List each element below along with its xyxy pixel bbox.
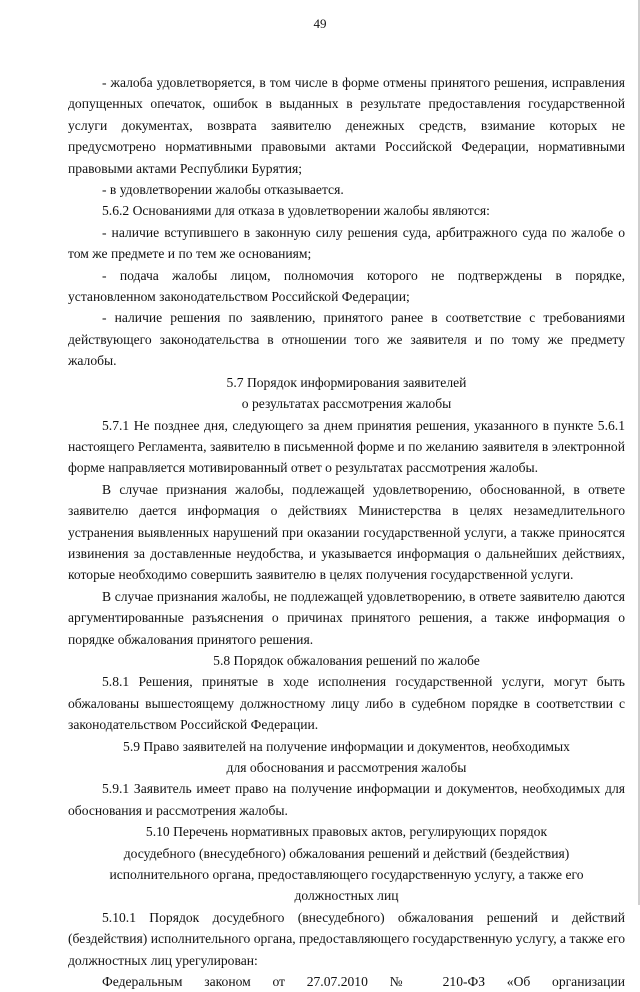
- paragraph-complaint-rejected: - в удовлетворении жалобы отказывается.: [102, 182, 344, 198]
- paragraph-complaint-justified: В случае признания жалобы, подлежащей удовлетворению, обоснованной, в ответе заявителю дается информация о действиях Министерства в целях незамедлительного устранения выявленных нарушений при оказании государственной услуги, а также приносятся извинения за доставленные неудобства, и указывается информация о дальнейших действиях, которые необходимо совершить заявителю в целях получения государственной услуги.: [68, 481, 625, 583]
- paragraph-5-10-1: 5.10.1 Порядок досудебного (внесудебного) обжалования решений и действий (бездействия) исполнительного органа, предоставляющего государственную услугу, а также его должностных лиц урегулирован:: [68, 909, 625, 968]
- paragraph-5-6-2: 5.6.2 Основаниями для отказа в удовлетворении жалобы являются:: [102, 203, 490, 219]
- heading-5-10-line4: должностных лиц: [294, 888, 399, 904]
- heading-5-9-line1: 5.9 Право заявителей на получение информации и документов, необходимых: [123, 738, 570, 754]
- paragraph-complaint-unjustified: В случае признания жалобы, не подлежащей удовлетворению, в ответе заявителю даются аргументированные разъяснения о причинах принятого решения, а также информация о порядке обжалования принятого решения.: [68, 588, 625, 647]
- paragraph-complaint-satisfied: - жалоба удовлетворяется, в том числе в форме отмены принятого решения, исправления допущенных опечаток, ошибок в выданных в результате предоставления государственной услуги документах, возврата заявителю денежных средств, взимание которых не предусмотрено нормативными правовыми актами Российской Федерации, нормативными правовыми актами Республики Бурятия;: [68, 75, 625, 176]
- page-number: 49: [313, 16, 327, 31]
- heading-5-9-line2: для обоснования и рассмотрения жалобы: [226, 760, 467, 775]
- heading-5-8: 5.8 Порядок обжалования решений по жалобе: [213, 652, 480, 668]
- paragraph-5-9-1: 5.9.1 Заявитель имеет право на получение информации и документов, необходимых для обоснования и рассмотрения жалобы.: [68, 781, 625, 818]
- heading-5-10-line3: исполнительного органа, предоставляющего государственную услугу, а также его: [109, 867, 584, 883]
- paragraph-court-decision: - наличие вступившего в законную силу решения суда, арбитражного суда по жалобе о том же предмете и по тем же основаниям;: [68, 224, 625, 262]
- paragraph-federal-law: Федеральным законом от 27.07.2010 № 210-ФЗ «Об организации: [102, 974, 625, 990]
- paragraph-5-8-1: 5.8.1 Решения, принятые в ходе исполнения государственной услуги, могут быть обжалованы вышестоящему должностному лицу либо в судебном порядке в соответствии с законодательством Российской Федерации.: [68, 674, 625, 733]
- paragraph-earlier-decision: - наличие решения по заявлению, принятого ранее в соответствие с требованиями действующего законодательства в отношении того же заявителя и по тому же предмету жалобы.: [68, 310, 625, 369]
- page-body: [68, 72, 625, 992]
- paragraph-5-7-1: 5.7.1 Не позднее дня, следующего за днем принятия решения, указанного в пункте 5.6.1 настоящего Регламента, заявителю в письменной форме и по желанию заявителя в электронной форме направляется мотивированный ответ о результатах рассмотрения жалобы.: [68, 417, 625, 476]
- heading-5-10-line2: досудебного (внесудебного) обжалования решений и действий (бездействия): [123, 845, 570, 861]
- heading-5-7-line1: 5.7 Порядок информирования заявителей: [226, 374, 467, 390]
- heading-5-10-line1: 5.10 Перечень нормативных правовых актов, регулирующих порядок: [145, 824, 548, 840]
- paragraph-unconfirmed-authority: - подача жалобы лицом, полномочия которого не подтверждены в порядке, установленном законодательством Российской Федерации;: [68, 267, 625, 305]
- heading-5-7-line2: о результатах рассмотрения жалобы: [241, 396, 452, 412]
